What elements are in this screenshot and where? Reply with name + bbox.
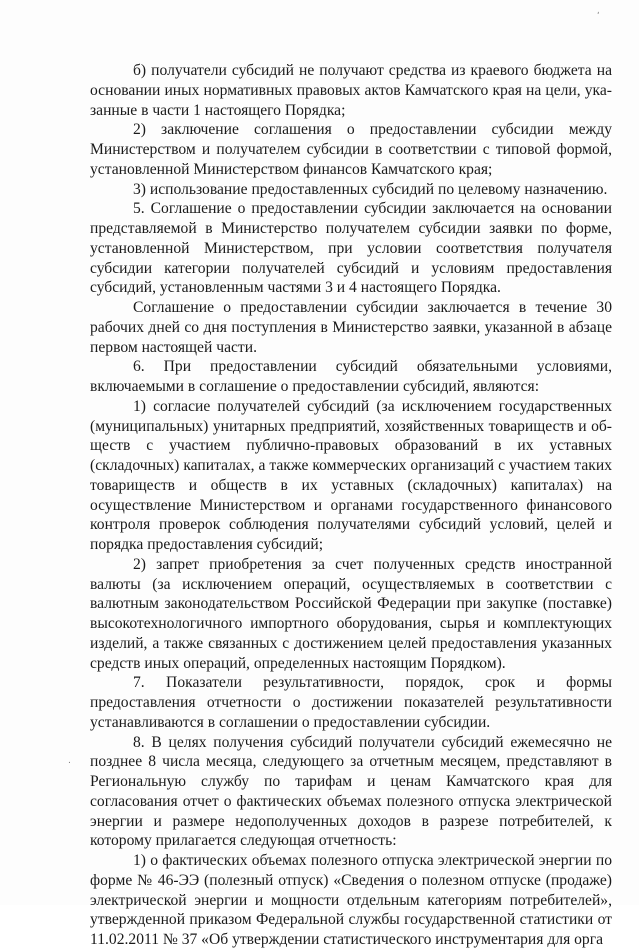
paragraph: Соглашение о предоставлении субсидии заключается в течение 30 рабочих дней со дня поступления в Министерство заявки, указанной в абзаце первом настоящей части.	[90, 299, 612, 356]
paragraph: б) получатели субсидий не получают средства из краевого бюджета на основании иных нормативных правовых актов Камчатского края на цели, указанные в части 1 настоящего Порядка;	[90, 62, 612, 119]
paragraph: 2) запрет приобретения за счет полученных средств иностранной валюты (за исключением операций, осуществляемых в соответствии с валютным законодательством Российской Федерации при закупке (поставке) высокотехнологичного импортного оборудования, сырья и комплектующих изделий, а также связанных с достижением целей предоставления указанных средств иных операций, определенных настоящим Порядком).	[90, 555, 612, 672]
paragraph: 3) использование предоставленных субсидий по целевому назначению.	[133, 180, 608, 198]
paragraph: 1) согласие получателей субсидий (за исключением государственных (муниципальных) унитарных предприятий, хозяйственных товариществ и обществ с участием публично-правовых образований в их уставных (складочных) капиталах, а также коммерческих организаций с участием таких товариществ и обществ в их уставных (складочных) капиталах) на осуществление Министерством и органами государственного финансового контроля проверок соблюдения получателями субсидий условий, целей и порядка предоставления субсидий;	[90, 397, 612, 553]
paragraph: 7. Показатели результативности, порядок, срок и формы предоставления отчетности о достижении показателей результативности устанавливаются в соглашении о предоставлении субсидии.	[90, 674, 612, 731]
paragraph: 1) о фактических объемах полезного отпуска электрической энергии по форме № 46-ЭЭ (полезный отпуск) «Сведения о полезном отпуске (продаже) электрической энергии и мощности отдельным категориям потребителей», утвержденной приказом Федеральной службы государственной статистики от 11.02.2011 № 37 «Об утверждении статистического инструментария для орга	[90, 852, 612, 948]
paragraph: 6. При предоставлении субсидий обязательными условиями, включаемыми в соглашение о предоставлении субсидий, являются:	[90, 358, 612, 395]
paragraph: 2) заключение соглашения о предоставлении субсидии между Министерством и получателем субсидии в соответствии с типовой формой, установленной Министерством финансов Камчатского края;	[90, 121, 612, 178]
scan-artifact: .	[68, 756, 71, 766]
scan-artifact: ʹ	[597, 12, 600, 22]
paragraph: 8. В целях получения субсидий получатели субсидий ежемесячно не позднее 8 числа месяца, следующего за отчетным месяцем, представляют в Региональную службу по тарифам и ценам Камчатского края для согласования отчет о фактических объемах полезного отпуска электрической энергии и размере недополученных доходов в разрезе потребителей, к которому прилагается следующая отчетность:	[90, 733, 612, 850]
document-body	[90, 61, 612, 950]
paragraph: 5. Соглашение о предоставлении субсидии заключается на основании представляемой в Министерство получателем субсидии заявки по форме, установленной Министерством, при условии соответствия получателя субсидии категории получателей субсидий и условиям предоставления субсидий, установленным частями 3 и 4 настоящего Порядка.	[90, 200, 612, 297]
